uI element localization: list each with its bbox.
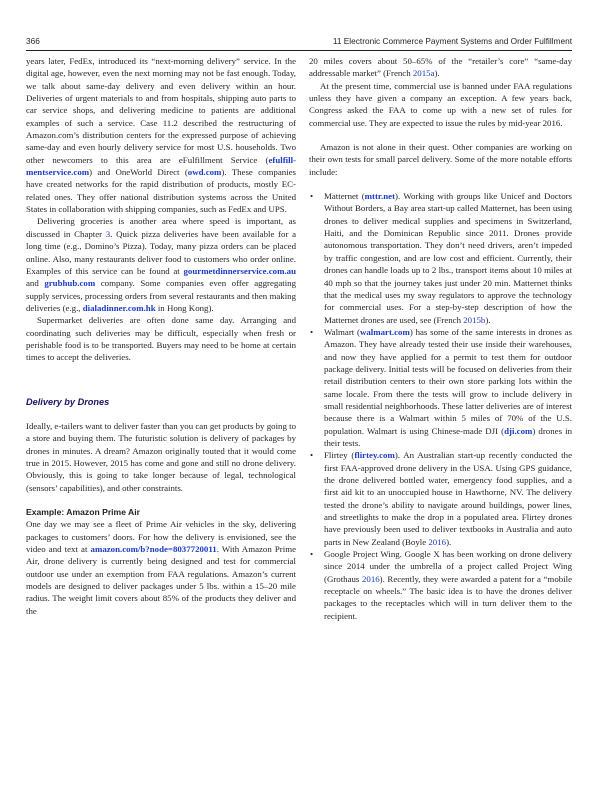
- list-item: • Google Project Wing. Google X has been working on drone delivery since 2014 under the umbrella of a project called Project Wing (Grothaus 2016). Recently, they were awarded a patent for a “mobile receptacle on wheels.” The basic idea is to have the drones deliver packages to the receptacles which will in turn deliver them to the recipient.: [310, 549, 572, 621]
- header-rule: [26, 50, 572, 51]
- left-column: [26, 55, 296, 617]
- list-item: • Walmart (walmart.com) has some of the same interests in drones as Amazon. They have already tested their use inside their warehouses, and now they have applied for a permit to test them for outdoor package delivery. Initial tests will be focused on deliveries from their retail distribution centers to their own store parking lots within the same locale. From there the tests will grow to include delivery in small residential neighborhoods. These latter deliveries are of interest because there is a Walmart within 5 miles of 70% of the U.S. population. Walmart is using Chinese-made DJI (dji.com) drones in their tests.: [310, 326, 572, 448]
- running-header: [26, 36, 572, 50]
- link-flirtey[interactable]: flirtey.com: [354, 450, 395, 461]
- link-dialadinner[interactable]: dialadinner.com.hk: [82, 302, 156, 313]
- bullet-icon: •: [310, 549, 314, 560]
- paragraph: Supermarket deliveries are often done same day. Arranging and coordinating such deliveries may be difficult, especially when fresh or perishable food is to be transported. Buyers may need to be home at certain times to accept the deliveries.: [26, 315, 296, 363]
- link-mttr[interactable]: mttr.net: [364, 191, 396, 202]
- paragraph: Ideally, e-tailers want to deliver faster than you can get products by going to a store and buying them. The futuristic solution is delivery of packages by drones in minutes. A dream? Amazon originally touted that it would come true in 2015. However, 2015 has come and gone and still no drone delivery. Obviously, this is going to take longer because of legal, technological (sensors’ capabilities), and other constraints.: [26, 420, 296, 493]
- paragraph: Delivering groceries is another area where speed is important, as discussed in Chapter 3. Quick pizza deliveries have been available for a long time (e.g., Domino’s Pizza). Today, many pizza orders can be placed online. Also, many restaurants deliver food to customers who order online. Examples of this service can be found at gourmetdinnerservice.com.au and grubhub.com company. Some companies even offer aggregating supply services, processing orders from several restaurants and then making deliveries (e.g., dialadinner.com.hk in Hong Kong).: [26, 216, 296, 313]
- link-grubhub[interactable]: grubhub.com: [44, 278, 96, 289]
- link-owd[interactable]: owd.com: [187, 167, 222, 178]
- section-heading: Delivery by Drones: [26, 396, 110, 407]
- example-heading: Example: Amazon Prime Air: [26, 507, 140, 517]
- citation-link[interactable]: 2015a: [412, 68, 435, 79]
- right-column: [309, 55, 572, 622]
- link-dji[interactable]: dji.com: [504, 425, 533, 436]
- paragraph: years later, FedEx, introduced its “next-morning delivery” service. In the digital age, however, even the next morning may not be fast enough. Today, we talk about same-day delivery and even delivery within an hour. Deliveries of urgent materials to and from hospitals, shipping auto parts to car service shops, and delivering medicine to patients are additional examples of such a service. Case 11.2 described the restructuring of Amazon.com’s distribution centers for the expressed purpose of achieving same-day and even hourly delivery service for most U.S. households. Two other newcomers to this area are eFulfillment Service (efulfill-mentservice.com) and OneWorld Direct (owd.com). These companies have created networks for the rapid distribution of products, mostly EC-related ones. They offer national distribution systems across the United States in collaboration with shipping companies, such as FedEx and UPS.: [26, 56, 296, 215]
- citation-link[interactable]: 2015b: [463, 314, 486, 325]
- chapter-title: 11 Electronic Commerce Payment Systems and Order Fulfillment: [332, 36, 572, 46]
- citation-link[interactable]: 2016: [361, 573, 380, 584]
- link-efulfillmentservice[interactable]: efulfill-mentservice.com: [26, 154, 296, 178]
- paragraph: 20 miles covers about 50–65% of the “retailer’s core” “same-day addressable market” (French 2015a).: [309, 56, 572, 79]
- citation-link[interactable]: 2016: [428, 536, 447, 547]
- bullet-icon: •: [310, 191, 314, 202]
- list-item: • Matternet (mttr.net). Working with groups like Unicef and Doctors Without Borders, a Bay area start-up called Matternet, has been using drones to deliver medical supplies and specimens in Switzerland, Haiti, and the Dominican Republic since 2011. Drones provide autonomous transportation. They don’t need drivers, aren’t impeded by traffic congestion, and are low cost and efficient. Currently, their drones can handle loads up to 2 lbs., transport items about 10 miles at 40 mph so that the journey takes just under 20 min. Matternet thinks that the medical uses my sway regulators to approve the technology for commercial uses. For a step-by-step description of how the Matternet drones are used, see (French 2015b).: [310, 191, 572, 325]
- page-number: 366: [26, 36, 40, 46]
- link-gourmetdinnerservice[interactable]: gourmetdinnerservice.com.au: [183, 265, 296, 276]
- bullet-icon: •: [310, 450, 314, 461]
- link-walmart[interactable]: walmart.com: [359, 326, 410, 337]
- link-amazon-prime-air[interactable]: amazon.com/b?node=8037720011: [90, 544, 217, 555]
- paragraph: At the present time, commercial use is banned under FAA regulations unless they have given a company an exception. A few years back, Congress asked the FAA to come up with a new set of rules for commercial use. They are expected to issue the rules by mid-year 2016.: [309, 80, 572, 128]
- chapter-reference[interactable]: 3: [105, 228, 111, 239]
- list-item: • Flirtey (flirtey.com). An Australian start-up recently conducted the first FAA-approved drone delivery in the USA. Using GPS guidance, the drone delivered bottled water, emergency food supplies, and a first aid kit to an unoccupied house in Hawthorne, NV. The delivery tested the drone’s ability to navigate around buildings, power lines, and streetlights to make the drop in a populated area. Flirtey drones have previously been used to deliver textbooks in Australia and auto parts in New Zealand (Boyle 2016).: [310, 450, 572, 547]
- bullet-icon: •: [310, 326, 314, 337]
- paragraph: One day we may see a fleet of Prime Air vehicles in the sky, delivering packages to customers’ doors. For how the delivery is envisioned, see the video and text at amazon.com/b?node=8037720011. With Amazon Prime Air, drone delivery is currently being designed and test for commercial outdoor use under an exemption from FAA regulations. Amazon’s current models are designed to deliver packages under 5 lbs. within a 15–20 mile radius. The weight limit covers about 85% of the products they deliver and the: [26, 519, 297, 616]
- bullet-list: [309, 190, 572, 622]
- paragraph: Amazon is not alone in their quest. Other companies are working on their own tests for small parcel delivery. Some of the more notable efforts include:: [309, 142, 572, 177]
